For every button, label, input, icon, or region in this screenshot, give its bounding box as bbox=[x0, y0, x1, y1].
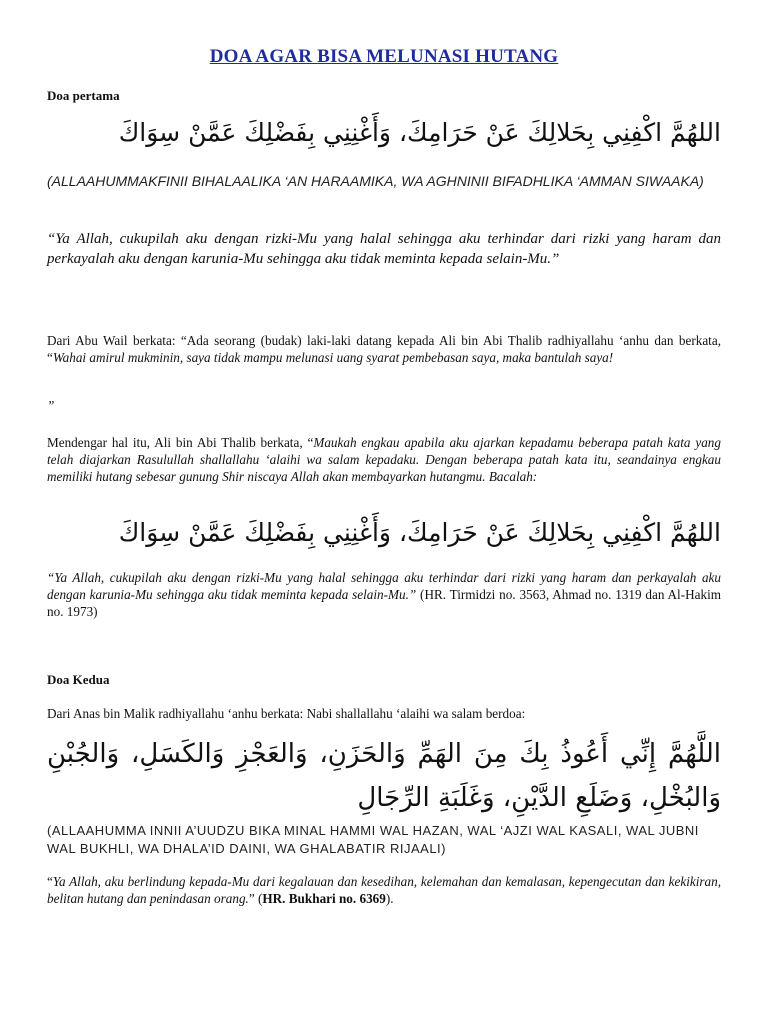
story-paragraph-1-text: Dari Abu Wail berkata: “Ada seorang (budak) laki-laki datang kepada Ali bin Abi Thalib radhiyallahu ‘anhu dan berkata, “ bbox=[47, 333, 721, 365]
translation-2-text: Ya Allah, aku berlindung kepada-Mu dari kegalauan dan kesedihan, kelemahan dan kemalasan, kepengecutan dan kekikiran, belitan hutang dan penindasan orang. bbox=[47, 874, 721, 906]
arabic-prayer-1: اللهُمَّ اكْفِنِي بِحَلالِكَ عَنْ حَرَامِكَ، وَأَغْنِنِي بِفَضْلِكَ عَمَّنْ سِوَاكَ bbox=[118, 118, 721, 147]
story-paragraph-1-quote: Wahai amirul mukminin, saya tidak mampu melunasi uang syarat pembebasan saya, maka bantulah saya! bbox=[52, 350, 614, 365]
translation-2-end: ). bbox=[385, 891, 394, 906]
story-reference: (HR. Tirmidzi no. 3563, Ahmad no. 1319 dan Al-Hakim no. 1973) bbox=[47, 587, 722, 619]
translation-2-reference: HR. Bukhari no. 6369 bbox=[262, 891, 386, 906]
section-heading-doa-kedua: Doa Kedua bbox=[47, 672, 110, 687]
translation-2-close-quote: ” ( bbox=[248, 891, 263, 906]
stray-quote-mark: ” bbox=[47, 398, 55, 413]
transliteration-prayer-2: (ALLAAHUMMA INNII A’UUDZU BIKA MINAL HAMMI WAL HAZAN, WAL ‘AJZI WAL KASALI, WAL JUBNI WAL BUKHLI, WA DHALA’ID DAINI, WA GHALABATIR RIJAALI) bbox=[47, 823, 699, 856]
arabic-prayer-1-repeat: اللهُمَّ اكْفِنِي بِحَلالِكَ عَنْ حَرَامِكَ، وَأَغْنِنِي بِفَضْلِكَ عَمَّنْ سِوَاكَ bbox=[118, 518, 721, 547]
translation-2-open-quote: “ bbox=[47, 874, 53, 889]
page-title: DOA AGAR BISA MELUNASI HUTANG bbox=[209, 46, 559, 67]
story-paragraph-2-text: Mendengar hal itu, Ali bin Abi Thalib berkata, “ bbox=[47, 435, 314, 450]
translation-prayer-1: “Ya Allah, cukupilah aku dengan rizki-Mu yang halal sehingga aku terhindar dari rizki yang haram dan perkayalah aku dengan karunia-Mu sehingga aku tidak meminta kepada selain-Mu.” bbox=[47, 231, 721, 267]
section-2-intro: Dari Anas bin Malik radhiyallahu ‘anhu berkata: Nabi shallallahu ‘alaihi wa salam berdoa: bbox=[47, 706, 526, 721]
arabic-prayer-2: اللَّهُمَّ إِنِّي أَعُوذُ بِكَ مِنَ الهَمِّ وَالحَزَنِ، وَالعَجْزِ وَالكَسَلِ، وَالجُبْنِ وَالبُخْلِ، وَضَلَعِ الدَّيْنِ، وَغَلَبَةِ الرِّجَالِ bbox=[47, 739, 721, 813]
transliteration-prayer-1: (ALLAAHUMMAKFINII BIHALAALIKA ‘AN HARAAMIKA, WA AGHNINII BIFADHLIKA ‘AMMAN SIWAAKA) bbox=[47, 173, 704, 189]
story-paragraph-1 bbox=[47, 332, 721, 366]
story-translation bbox=[47, 569, 721, 620]
story-paragraph-2 bbox=[47, 434, 721, 485]
translation-prayer-2 bbox=[47, 873, 721, 907]
section-heading-doa-pertama: Doa pertama bbox=[47, 88, 120, 103]
story-translation-text: “Ya Allah, cukupilah aku dengan rizki-Mu yang halal sehingga aku terhindar dari rizki yang haram dan perkayalah aku dengan karunia-Mu sehingga aku tidak meminta kepada selain-Mu.” bbox=[47, 570, 721, 602]
story-paragraph-2-quote: Maukah engkau apabila aku ajarkan kepadamu beberapa patah kata yang telah diajarkan Rasulullah shallallahu ‘alaihi wa salam kepadaku. Dengan beberapa patah kata itu, seandainya engkau memiliki hutang sebesar gunung Shir niscaya Allah akan membayarkan hutangmu. Bacalah: bbox=[47, 435, 721, 484]
